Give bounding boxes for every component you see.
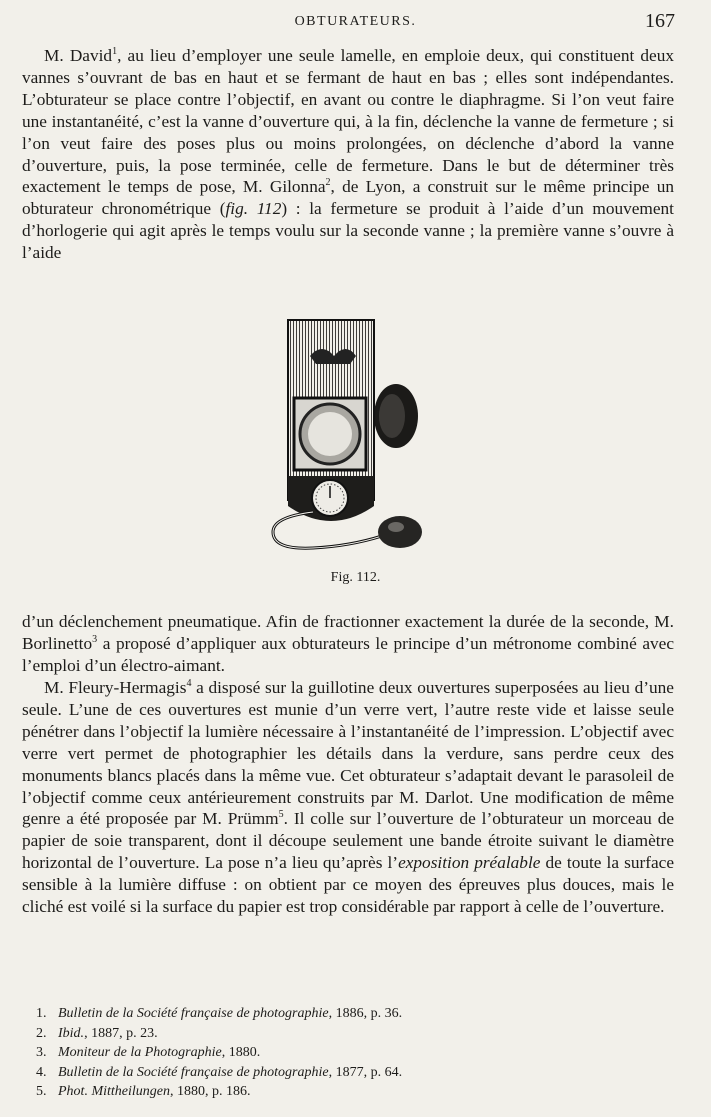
footnote-ref-4[interactable]: 4: [186, 678, 192, 690]
figure-reference[interactable]: fig. 112: [225, 199, 282, 219]
figure-caption: Fig. 112.: [330, 570, 381, 585]
paragraph-fleury-hermagis: M. Fleury-Hermagis$^4$ a disposé sur la guillotine deux ouvertures superposées au lieu d’une seule. L’une de ces ouvertures est munie d’un verre vert, l’autre reste vide et laisse seule pénétrer dans l’objectif la lumière nécessaire à l’instantanéité de l’impression. L’objectif avec verre vert permet de photographier les détails dans la verdure, sans perdre ceux des monuments blancs placés dans la même vue. Cet obturateur s’adaptait devant le parasoleil de l’objectif comme ceux antérieurement construits par M. Darlot. Une modification de même genre a été proposée par M. Prümm$^5$. Il colle sur l’ouverture de l’obturateur un morceau de papier de soie transparent, dont il découpe seulement une bande étroite suivant le diamètre horizontal de l’ouverture. La pose n’a lieu qu’après l’exposition préalable de toute la surface sensible à la lumière diffuse : on obtient par ce moyen des épreuves plus douces, mais le cliché est voilé si la surface du papier est trop considérable par rapport à celle de l’ouverture.: [22, 678, 674, 917]
footnote-ref-5[interactable]: 5: [278, 809, 284, 821]
footnote-ref-3[interactable]: 3: [92, 634, 98, 646]
footnote-2: 2. Ibid., 1887, p. 23.: [36, 1025, 158, 1041]
footnote-3: 3. Moniteur de la Photographie, 1880.: [36, 1045, 261, 1061]
running-title: OBTURATEURS.: [294, 14, 417, 29]
footnote-1: 1. Bulletin de la Société française de photographie, 1886, p. 36.: [36, 1006, 403, 1021]
footnote-ref-2[interactable]: 2: [325, 177, 331, 189]
figure-112-shutter-illustration: [268, 316, 428, 561]
paragraph-david: M. David$^1$, au lieu d’employer une seule lamelle, en emploie deux, qui constituent deux vannes s’ouvrant de bas en haut et se fermant de haut en bas ; elles sont indépendantes. L’obturateur se place contre l’objectif, en avant ou contre le diaphragme. Si l’on veut faire une instantanéité, c’est la vanne d’ouverture qui, à la fin, déclenche la vanne de fermeture ; si l’on veut faire des poses plus ou moins prolongées, on déclenche d’abord la vanne d’ouverture, puis, la pose terminée, celle de fermeture. Dans le but de déterminer très exactement le temps de pose, M. Gilonna$^2$, de Lyon, a construit sur le même principe un obturateur chronométrique (fig. 112) : la fermeture se produit à l’aide d’un mouvement d’horlogerie qui agit après le temps voulu sur la seconde vanne ; la première vanne s’ouvre à l’aide: [22, 46, 674, 263]
footnote-4: 4. Bulletin de la Société française de photographie, 1877, p. 64.: [36, 1064, 403, 1080]
running-header: [0, 10, 711, 34]
footnote-ref-1[interactable]: 1: [112, 46, 118, 58]
chronometric-shutter-image: [268, 316, 428, 561]
paragraph-borlinetto: d’un déclenchement pneumatique. Afin de fractionner exactement la durée de la seconde, M. Borlinetto$^3$ a proposé d’appliquer aux obturateurs le principe d’un métronome combiné avec l’emploi d’un électro-aimant.: [22, 612, 674, 675]
footnote-5: 5. Phot. Mittheilungen, 1880, p. 186.: [36, 1084, 251, 1100]
footnotes: [36, 1004, 676, 1102]
page-number: 167: [645, 10, 675, 32]
